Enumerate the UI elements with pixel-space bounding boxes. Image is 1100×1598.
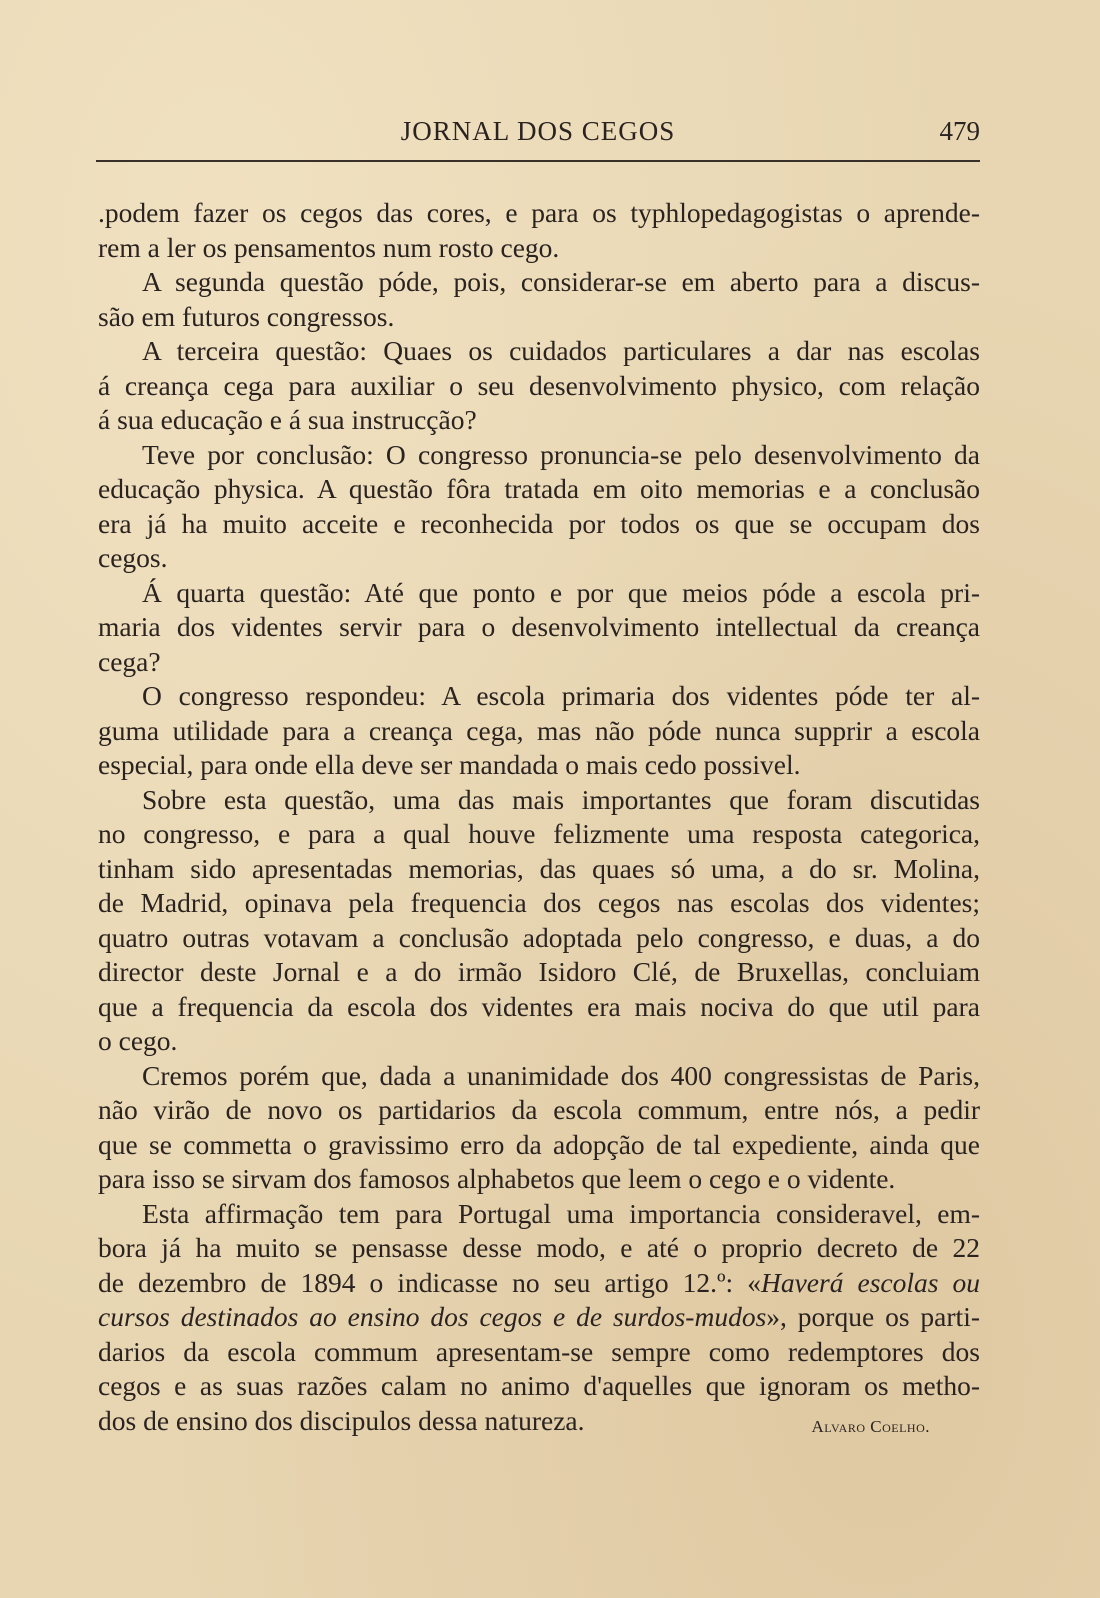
text-line-decree [98,1266,980,1301]
text-line-4: A terceira questão: Quaes os cuidados particulares a dar nas escolas [142,335,980,366]
text-line-24: o cego. [98,1025,178,1056]
quote-after-text: », porque os parti- [766,1301,980,1332]
quote-italic-start: Haverá escolas ou [760,1266,980,1298]
text-line-29: Esta affirmação tem para Portugal uma importancia consideravel, em- [142,1197,980,1229]
text-line-tail-0: darios da escola commum apresentam-se sempre como redemptores dos [98,1335,980,1367]
final-text: dos de ensino dos discipulos dessa natureza. [98,1404,585,1436]
text-line-14: O congresso respondeu: A escola primaria dos videntes póde ter al- [142,680,980,711]
text-line-12: maria dos videntes servir para o desenvolvimento intellectual da creança [98,611,980,642]
text-line-5: á creança cega para auxiliar o seu desenvolvimento physico, com relação [98,369,980,401]
decree-text: de dezembro de 1894 o indicasse no seu artigo 12.º: « [98,1266,761,1298]
text-line-30: bora já ha muito se pensasse desse modo, e até o proprio decreto de 22 [98,1232,980,1263]
text-line-8: educação physica. A questão fôra tratada em oito memorias e a conclusão [98,473,980,504]
running-title: JORNAL DOS CEGOS [400,116,676,146]
text-line-1: rem a ler os pensamentos num rosto cego. [98,231,560,263]
text-line-22: director deste Jornal e a do irmão Isidoro Clé, de Bruxellas, concluiam [98,956,980,987]
page-number: 479 [939,116,980,146]
text-line-0: .podem fazer os cegos das cores, e para os typhlopedagogistas o aprende- [98,197,980,228]
text-line-9: era já ha muito acceite e reconhecida por todos os que se occupam dos [98,507,980,539]
text-line-10: cegos. [98,542,168,573]
text-lines [98,196,980,1266]
text-line-16: especial, para onde ella deve ser mandada o mais cedo possivel. [98,749,801,780]
author-signature: Alvaro Coelho. [811,1416,930,1436]
header-rule [96,160,980,162]
text-line-17: Sobre esta questão, uma das mais importantes que foram discutidas [142,783,980,815]
text-line-quote [98,1300,980,1335]
text-line-25: Cremos porém que, dada a unanimidade dos 400 congressistas de Paris, [142,1059,980,1091]
text-line-27: que se commetta o gravissimo erro da adopção de tal expediente, ainda que [98,1128,980,1160]
text-line-28: para isso se sirvam dos famosos alphabetos que leem o cego e o vidente. [98,1163,896,1194]
text-line-6: á sua educação e á sua instrucção? [98,404,477,435]
text-line-13: cega? [98,645,161,677]
quote-italic-end: cursos destinados ao ensino dos cegos e de surdos-mudos [98,1301,767,1332]
text-line-3: são em futuros congressos. [98,300,395,332]
text-line-18: no congresso, e para a qual houve felizmente uma resposta categorica, [98,818,980,849]
text-line-tail-1: cegos e as suas razões calam no animo d'aquelles que ignoram os metho- [98,1370,980,1401]
text-line-23: que a frequencia da escola dos videntes era mais nociva do que util para [98,990,980,1022]
page-header [96,116,980,160]
body-text [98,196,980,1438]
text-line-20: de Madrid, opinava pela frequencia dos cegos nas escolas dos videntes; [98,887,980,918]
text-line-26: não virão de novo os partidarios da escola commum, entre nós, a pedir [98,1094,980,1125]
text-line-21: quatro outras votavam a conclusão adoptada pelo congresso, e duas, a do [98,921,980,953]
text-line-19: tinham sido apresentadas memorias, das quaes só uma, a do sr. Molina, [98,852,980,884]
text-line-final [98,1404,980,1439]
text-line-7: Teve por conclusão: O congresso pronuncia-se pelo desenvolvimento da [142,438,980,470]
text-lines-tail [98,1335,980,1404]
text-line-15: guma utilidade para a creança cega, mas não póde nunca supprir a escola [98,714,980,746]
text-line-11: Á quarta questão: Até que ponto e por que meios póde a escola pri- [142,576,980,608]
text-line-2: A segunda questão póde, pois, considerar-se em aberto para a discus- [142,266,980,297]
